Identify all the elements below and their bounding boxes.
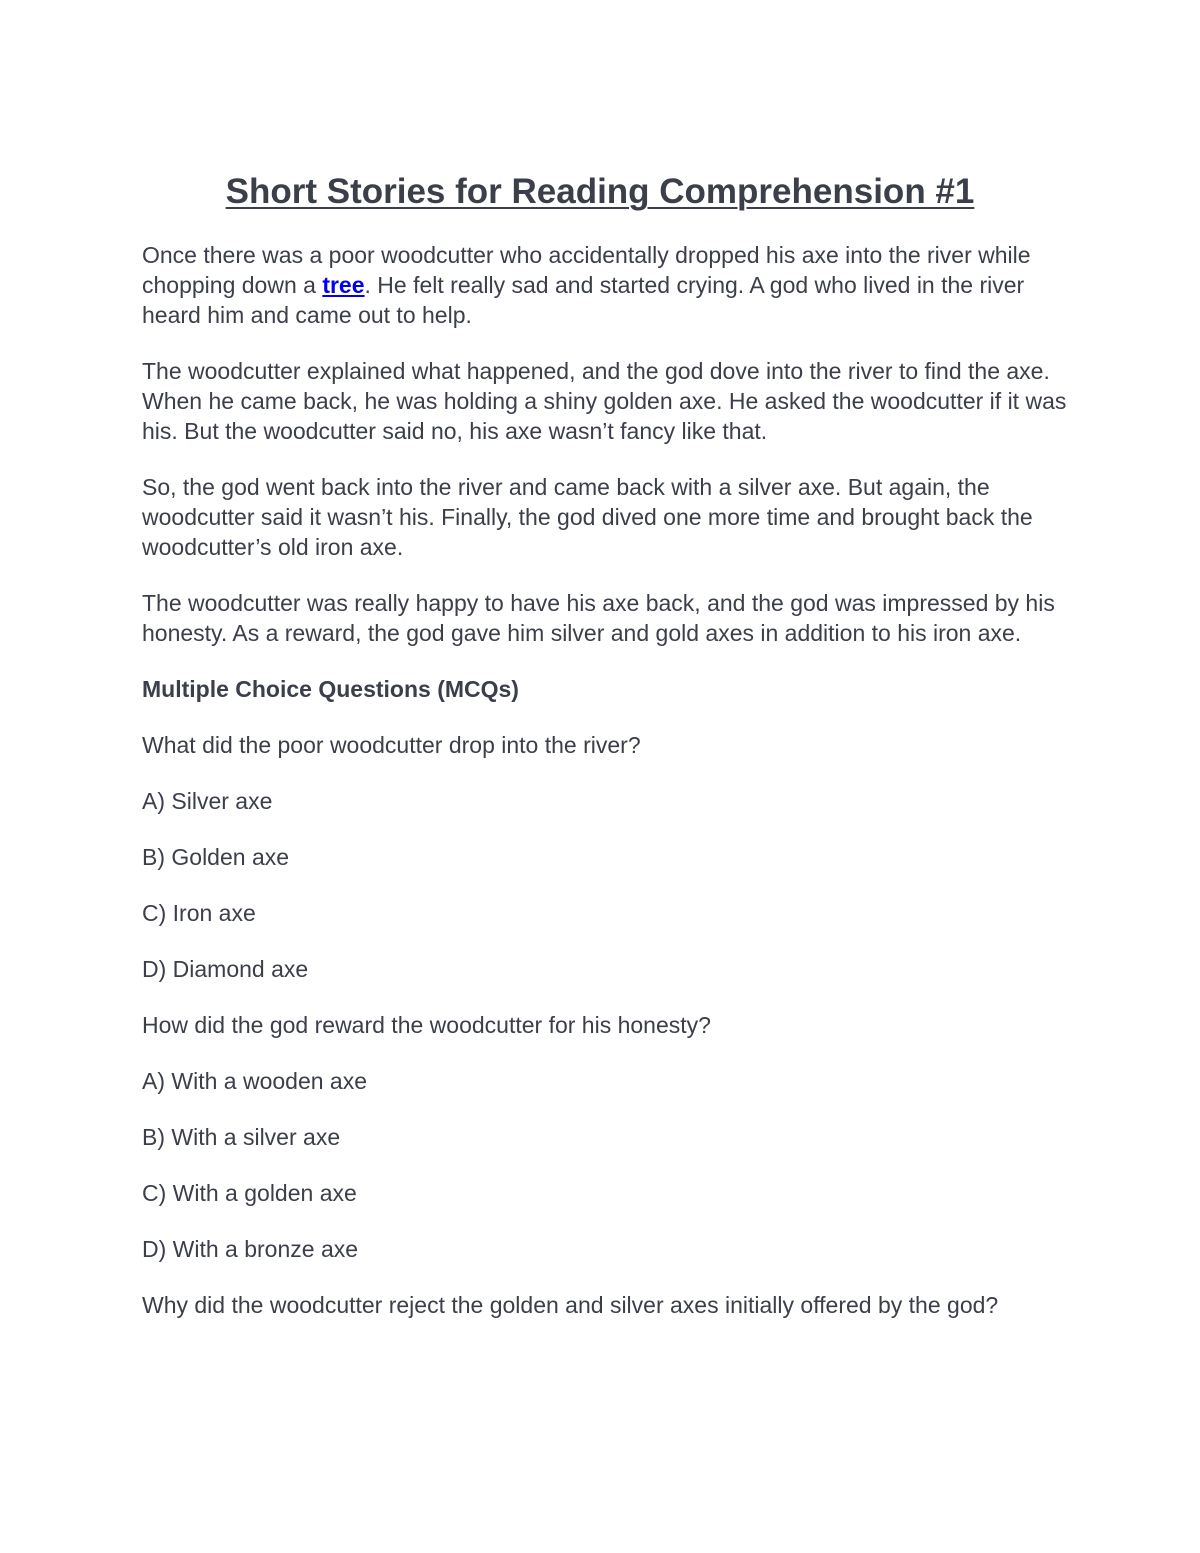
story-paragraph-4: The woodcutter was really happy to have his axe back, and the god was impressed by his honesty. As a reward, the god gave him silver and gold axes in addition to his iron axe. xyxy=(142,590,1055,646)
question-2-option-d: D) With a bronze axe xyxy=(142,1236,359,1262)
page-title: Short Stories for Reading Comprehension #1 xyxy=(225,172,975,211)
question-1: What did the poor woodcutter drop into the river? xyxy=(142,732,641,758)
tree-link[interactable]: tree xyxy=(322,272,365,298)
question-1-option-c: C) Iron axe xyxy=(142,900,256,926)
story-paragraph-1 xyxy=(142,240,1072,330)
question-2-option-c: C) With a golden axe xyxy=(142,1180,357,1206)
document-body xyxy=(142,240,1072,1346)
question-3: Why did the woodcutter reject the golden and silver axes initially offered by the god? xyxy=(142,1292,999,1318)
question-1-option-b: B) Golden axe xyxy=(142,844,290,870)
story-paragraph-2: The woodcutter explained what happened, and the god dove into the river to find the axe. When he came back, he was holding a shiny golden axe. He asked the woodcutter if it was his. But the woodcutter said no, his axe wasn’t fancy like that. xyxy=(142,358,1067,444)
story-paragraph-3: So, the god went back into the river and came back with a silver axe. But again, the woodcutter said it wasn’t his. Finally, the god dived one more time and brought back the woodcutter’s old iron axe. xyxy=(142,474,1033,560)
mcq-heading: Multiple Choice Questions (MCQs) xyxy=(142,676,519,702)
question-1-option-d: D) Diamond axe xyxy=(142,956,309,982)
story-text: . He felt really sad and started crying. A god who lived in the river heard him and came out to help. xyxy=(142,272,1025,328)
question-1-option-a: A) Silver axe xyxy=(142,788,273,814)
story-text: Once there was a poor woodcutter who accidentally dropped his axe into the river while chopping down a xyxy=(142,242,1031,298)
question-2-option-a: A) With a wooden axe xyxy=(142,1068,368,1094)
question-2: How did the god reward the woodcutter for his honesty? xyxy=(142,1012,711,1038)
question-2-option-b: B) With a silver axe xyxy=(142,1124,341,1150)
